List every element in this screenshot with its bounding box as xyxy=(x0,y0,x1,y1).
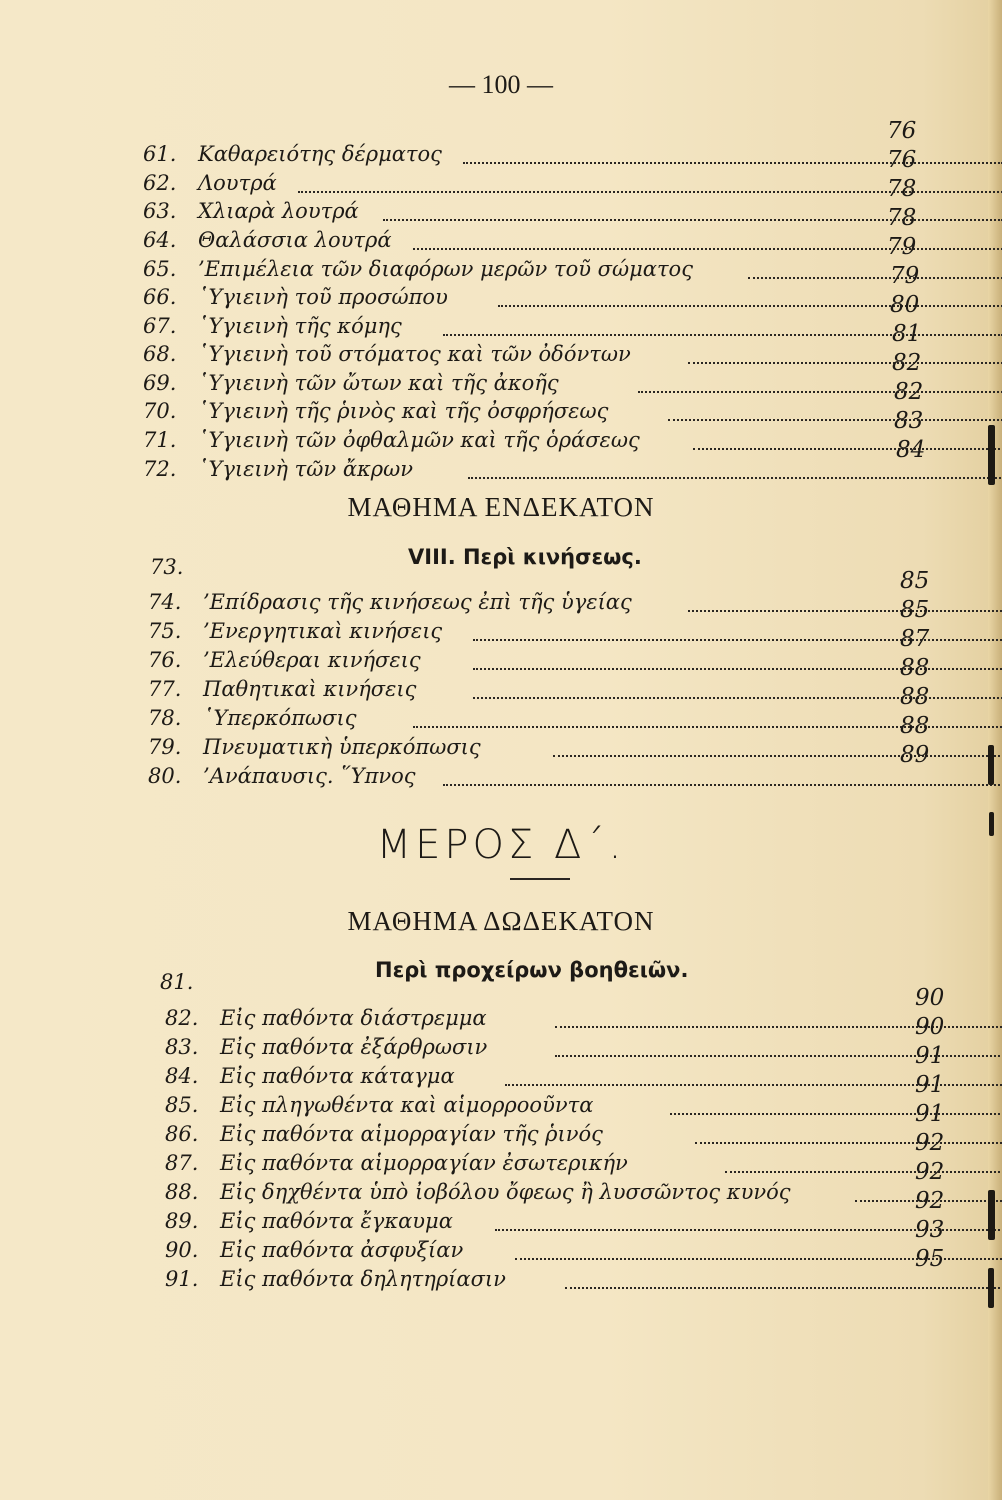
toc-entry xyxy=(165,1151,628,1179)
entry-number: 83. xyxy=(165,1035,199,1059)
entry-number: 87. xyxy=(165,1151,199,1175)
page-ref: 88 xyxy=(900,713,930,739)
page-ref: 88 xyxy=(900,655,930,681)
entry-number: 66. xyxy=(143,285,177,309)
page-ref: 91 xyxy=(915,1072,945,1098)
entry-title: Εἰς παθόντα ἀσφυξίαν xyxy=(220,1238,464,1262)
section-number: 73. xyxy=(150,555,184,579)
entry-number: 82. xyxy=(165,1006,199,1030)
binding-mark xyxy=(988,1190,995,1240)
page-ref: 83 xyxy=(894,408,924,434)
toc-entry xyxy=(143,171,277,199)
lesson-heading: ΜΑΘΗΜΑ ΔΩΔΕΚΑΤΟΝ xyxy=(347,906,655,936)
page-ref: 91 xyxy=(915,1043,945,1069)
page-ref: 85 xyxy=(900,597,930,623)
toc-entry xyxy=(148,619,442,647)
entry-title: ’Επιμέλεια τῶν διαφόρων μερῶν τοῦ σώματος xyxy=(198,257,693,281)
page-ref: 90 xyxy=(915,985,945,1011)
entry-title: Καθαρειότης δέρματος xyxy=(198,142,442,166)
dot-leader xyxy=(468,477,1002,479)
page-ref: 79 xyxy=(890,263,920,289)
entry-number: 79. xyxy=(148,735,182,759)
dot-leader xyxy=(670,1113,1002,1115)
entry-number: 70. xyxy=(143,399,177,423)
entry-number: 77. xyxy=(148,677,182,701)
binding-mark xyxy=(988,1268,994,1308)
page-ref: 81 xyxy=(892,321,922,347)
dot-leader xyxy=(725,1171,1002,1173)
entry-number: 85. xyxy=(165,1093,199,1117)
page-ref: 80 xyxy=(890,292,920,318)
entry-title: ῾Υγιεινὴ τῆς κόμης xyxy=(198,314,402,338)
entry-number: 86. xyxy=(165,1122,199,1146)
entry-title: Εἰς παθόντα αἱμορραγίαν ἐσωτερικήν xyxy=(220,1151,628,1175)
entry-title: ’Επίδρασις τῆς κινήσεως ἐπὶ τῆς ὑγείας xyxy=(203,590,632,614)
dot-leader xyxy=(668,419,1002,421)
toc-entry xyxy=(143,314,402,342)
dot-leader xyxy=(748,277,1002,279)
page-ref: 84 xyxy=(896,437,926,463)
toc-entry xyxy=(165,1238,463,1266)
page-ref: 87 xyxy=(900,626,930,652)
entry-title: Εἰς παθόντα ἐξάρθρωσιν xyxy=(220,1035,488,1059)
entry-number: 74. xyxy=(148,590,182,614)
toc-entry xyxy=(165,1180,791,1208)
toc-entry xyxy=(165,1122,603,1150)
entry-title: Χλιαρὰ λουτρά xyxy=(198,199,359,223)
toc-entry xyxy=(143,228,392,256)
entry-title: Εἰς παθόντα αἱμορραγίαν τῆς ῥινός xyxy=(220,1122,603,1146)
toc-entry xyxy=(143,371,559,399)
entry-title: ῾Υγιεινὴ τοῦ στόματος καὶ τῶν ὀδόντων xyxy=(198,342,631,366)
page-ref: 92 xyxy=(915,1188,945,1214)
entry-number: 75. xyxy=(148,619,182,643)
entry-title: Λουτρά xyxy=(198,171,277,195)
entry-title: ῾Υγιεινὴ τοῦ προσώπου xyxy=(198,285,448,309)
toc-entry xyxy=(143,428,640,456)
divider-rule xyxy=(510,878,570,880)
entry-number: 84. xyxy=(165,1064,199,1088)
entry-title: Εἰς παθόντα δηλητηρίασιν xyxy=(220,1267,506,1291)
page-ref: 92 xyxy=(915,1130,945,1156)
dot-leader xyxy=(553,755,1002,757)
entry-title: Εἰς δηχθέντα ὑπὸ ἰοβόλου ὄφεως ἢ λυσσῶντος κυνός xyxy=(220,1180,791,1204)
entry-number: 76. xyxy=(148,648,182,672)
page-ref: 90 xyxy=(915,1014,945,1040)
page-ref: 88 xyxy=(900,684,930,710)
page-ref: 82 xyxy=(892,350,922,376)
entry-number: 91. xyxy=(165,1267,199,1291)
entry-title: ’Ελεύθεραι κινήσεις xyxy=(203,648,421,672)
entry-number: 80. xyxy=(148,764,182,788)
dot-leader xyxy=(688,362,1002,364)
toc-entry xyxy=(165,1267,506,1295)
toc-entry xyxy=(165,1064,455,1092)
page-ref: 79 xyxy=(887,234,917,260)
entry-title: Εἰς παθόντα ἔγκαυμα xyxy=(220,1209,453,1233)
dot-leader xyxy=(443,784,1002,786)
dot-leader xyxy=(463,162,1002,164)
page-ref: 85 xyxy=(900,568,930,594)
page-number: — 100 — xyxy=(449,70,553,99)
entry-number: 71. xyxy=(143,428,177,452)
entry-number: 67. xyxy=(143,314,177,338)
entry-number: 89. xyxy=(165,1209,199,1233)
page-ref: 92 xyxy=(915,1159,945,1185)
entry-title: Εἰς παθόντα κάταγμα xyxy=(220,1064,455,1088)
entry-title: ῾Υπερκόπωσις xyxy=(203,706,357,730)
entry-number: 64. xyxy=(143,228,177,252)
toc-entry xyxy=(143,142,442,170)
toc-entry xyxy=(143,457,413,485)
toc-entry xyxy=(165,1209,453,1237)
entry-title: ῾Υγιεινὴ τῶν ἄκρων xyxy=(198,457,414,481)
page-ref: 76 xyxy=(887,147,917,173)
toc-entry xyxy=(148,764,416,792)
page-ref: 78 xyxy=(887,176,917,202)
binding-mark xyxy=(988,745,994,785)
toc-entry xyxy=(165,1006,487,1034)
page-ref: 93 xyxy=(915,1217,945,1243)
toc-entry xyxy=(143,257,693,285)
toc-entry xyxy=(165,1093,593,1121)
toc-entry xyxy=(143,285,448,313)
binding-mark xyxy=(989,812,994,836)
entry-title: Εἰς πληγωθέντα καὶ αἱμορροοῦντα xyxy=(220,1093,594,1117)
entry-number: 63. xyxy=(143,199,177,223)
page-ref: 89 xyxy=(900,742,930,768)
entry-number: 72. xyxy=(143,457,177,481)
entry-number: 61. xyxy=(143,142,177,166)
toc-entry xyxy=(148,677,416,705)
dot-leader xyxy=(693,448,1002,450)
page-ref: 82 xyxy=(894,379,924,405)
page-ref: 95 xyxy=(915,1246,945,1272)
toc-entry xyxy=(148,590,632,618)
entry-number: 68. xyxy=(143,342,177,366)
toc-entry xyxy=(165,1035,487,1063)
lesson-heading: ΜΑΘΗΜΑ ΕΝΔΕΚΑΤΟΝ xyxy=(347,492,655,522)
dot-leader xyxy=(638,391,1002,393)
section-heading: VIII. Περὶ κινήσεως. xyxy=(408,545,642,569)
binding-mark xyxy=(988,425,995,485)
section-heading: Περὶ προχείρων βοηθειῶν. xyxy=(375,958,689,982)
entry-number: 62. xyxy=(143,171,177,195)
entry-number: 88. xyxy=(165,1180,199,1204)
entry-title: Θαλάσσια λουτρά xyxy=(198,228,392,252)
part-heading: ΜΕΡΟΣ Δ΄. xyxy=(376,822,626,868)
entry-title: ῾Υγιεινὴ τῶν ὀφθαλμῶν καὶ τῆς ὁράσεως xyxy=(198,428,640,452)
toc-entry xyxy=(143,199,359,227)
toc-entry xyxy=(148,706,356,734)
dot-leader xyxy=(498,305,1002,307)
entry-title: ῾Υγιεινὴ τῶν ὤτων καὶ τῆς ἀκοῆς xyxy=(198,371,559,395)
entry-title: Εἰς παθόντα διάστρεμμα xyxy=(220,1006,487,1030)
entry-title: ῾Υγιεινὴ τῆς ῥινὸς καὶ τῆς ὀσφρήσεως xyxy=(198,399,609,423)
toc-entry xyxy=(148,735,481,763)
entry-title: ’Ενεργητικαὶ κινήσεις xyxy=(203,619,443,643)
toc-entry xyxy=(143,399,608,427)
page-ref: 91 xyxy=(915,1101,945,1127)
entry-number: 90. xyxy=(165,1238,199,1262)
entry-number: 78. xyxy=(148,706,182,730)
toc-entry xyxy=(148,648,421,676)
entry-title: Παθητικαὶ κινήσεις xyxy=(203,677,417,701)
page-ref: 76 xyxy=(887,118,917,144)
toc-entry xyxy=(143,342,631,370)
dot-leader xyxy=(695,1142,1002,1144)
dot-leader xyxy=(688,610,1002,612)
entry-title: Πνευματικὴ ὑπερκόπωσις xyxy=(203,735,481,759)
entry-number: 65. xyxy=(143,257,177,281)
entry-number: 69. xyxy=(143,371,177,395)
entry-title: ’Ανάπαυσις. ῞Υπνος xyxy=(203,764,416,788)
section-number: 81. xyxy=(160,970,194,994)
page-ref: 78 xyxy=(887,205,917,231)
dot-leader xyxy=(565,1287,1002,1289)
